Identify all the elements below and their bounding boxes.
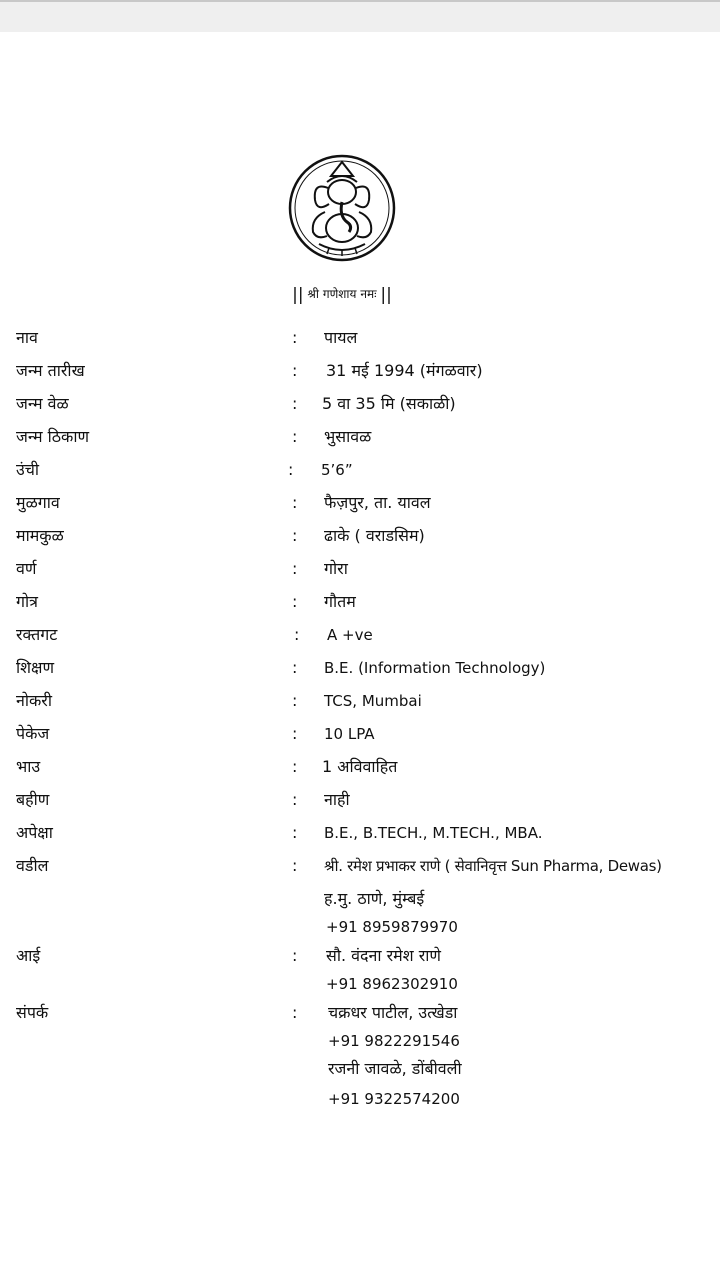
row-label: पेकेज	[16, 724, 50, 743]
row-separator: :	[292, 328, 298, 347]
row-label: मुळगाव	[16, 493, 60, 512]
row-value: 1 अविवाहित	[322, 757, 398, 776]
row-father	[0, 852, 720, 880]
row-value: 31 मई 1994 (मंगळवार)	[326, 361, 483, 380]
row-label: वडील	[16, 856, 49, 875]
row-value: श्री. रमेश प्रभाकर राणे ( सेवानिवृत्त Sun Pharma, Dewas)	[324, 857, 662, 875]
row-separator: :	[292, 724, 298, 743]
blessing-bars-right: ||	[380, 285, 392, 305]
row-label: वर्ण	[16, 559, 37, 578]
row-value: B.E. (Information Technology)	[324, 659, 546, 677]
row-separator: :	[292, 658, 298, 677]
row-separator: :	[292, 790, 298, 809]
row-sister	[0, 786, 720, 814]
row-value: चक्रधर पाटील, उत्खेडा	[328, 1003, 458, 1022]
row-label: बहीण	[16, 790, 50, 809]
row-value: 5’6”	[321, 461, 353, 479]
row-separator: :	[292, 946, 298, 965]
father-phone: +91 8959879970	[326, 918, 458, 936]
row-complexion	[0, 555, 720, 583]
row-separator: :	[292, 493, 298, 512]
row-value: ढाके ( वराडसिम)	[324, 526, 425, 545]
row-value: B.E., B.TECH., M.TECH., MBA.	[324, 824, 543, 842]
row-value: गोरा	[324, 559, 348, 578]
row-name	[0, 324, 720, 352]
row-value: फैज़पुर, ता. यावल	[324, 493, 431, 512]
contact-phone-1: +91 9822291546	[328, 1032, 460, 1050]
row-education	[0, 654, 720, 682]
row-contact	[0, 999, 720, 1027]
row-label: गोत्र	[16, 592, 38, 611]
row-separator: :	[292, 757, 298, 776]
browser-top-bar	[0, 0, 720, 32]
contact-name-2: रजनी जावळे, डोंबीवली	[328, 1059, 462, 1078]
row-value: सौ. वंदना रमेश राणे	[326, 946, 441, 965]
row-label: उंची	[16, 460, 40, 479]
row-label: जन्म ठिकाण	[16, 427, 90, 446]
row-label: अपेक्षा	[16, 823, 53, 842]
row-value: पायल	[324, 328, 358, 347]
row-label: जन्म वेळ	[16, 394, 69, 413]
blessing-text: श्री गणेशाय नमः	[307, 287, 377, 301]
row-value: नाही	[324, 790, 350, 809]
row-separator: :	[292, 856, 298, 875]
row-label: आई	[16, 946, 41, 965]
row-separator: :	[292, 691, 298, 710]
father-address: ह.मु. ठाणे, मुंम्बई	[324, 889, 425, 908]
contact-phone-2: +91 9322574200	[328, 1090, 460, 1108]
row-package	[0, 720, 720, 748]
row-label: संपर्क	[16, 1003, 49, 1022]
row-label: मामकुळ	[16, 526, 64, 545]
ganesha-emblem-icon	[287, 152, 397, 264]
row-label: जन्म तारीख	[16, 361, 85, 380]
row-value: 10 LPA	[324, 725, 375, 743]
row-separator: :	[292, 427, 298, 446]
row-separator: :	[292, 559, 298, 578]
row-job	[0, 687, 720, 715]
row-gotra	[0, 588, 720, 616]
blessing-line	[0, 285, 684, 305]
row-separator: :	[294, 625, 300, 644]
row-value: गौतम	[324, 592, 356, 611]
row-birth-date	[0, 357, 720, 385]
row-label: शिक्षण	[16, 658, 55, 677]
row-separator: :	[292, 823, 298, 842]
row-separator: :	[288, 460, 294, 479]
row-separator: :	[292, 1003, 298, 1022]
row-separator: :	[292, 394, 298, 413]
row-mother	[0, 942, 720, 970]
row-height	[0, 456, 720, 484]
row-separator: :	[292, 361, 298, 380]
row-value: भुसावळ	[324, 427, 372, 446]
row-native-place	[0, 489, 720, 517]
row-value: 5 वा 35 मि (सकाळी)	[322, 394, 456, 413]
row-label: रक्तगट	[16, 625, 58, 644]
row-birth-place	[0, 423, 720, 451]
row-value: A +ve	[327, 626, 373, 644]
row-maternal-family	[0, 522, 720, 550]
mother-phone: +91 8962302910	[326, 975, 458, 993]
blessing-bars-left: ||	[292, 285, 304, 305]
row-separator: :	[292, 592, 298, 611]
row-expectation	[0, 819, 720, 847]
row-label: नोकरी	[16, 691, 53, 710]
row-label: भाउ	[16, 757, 41, 776]
row-birth-time	[0, 390, 720, 418]
row-label: नाव	[16, 328, 38, 347]
row-blood-group	[0, 621, 720, 649]
row-separator: :	[292, 526, 298, 545]
row-value: TCS, Mumbai	[324, 692, 422, 710]
row-brother	[0, 753, 720, 781]
